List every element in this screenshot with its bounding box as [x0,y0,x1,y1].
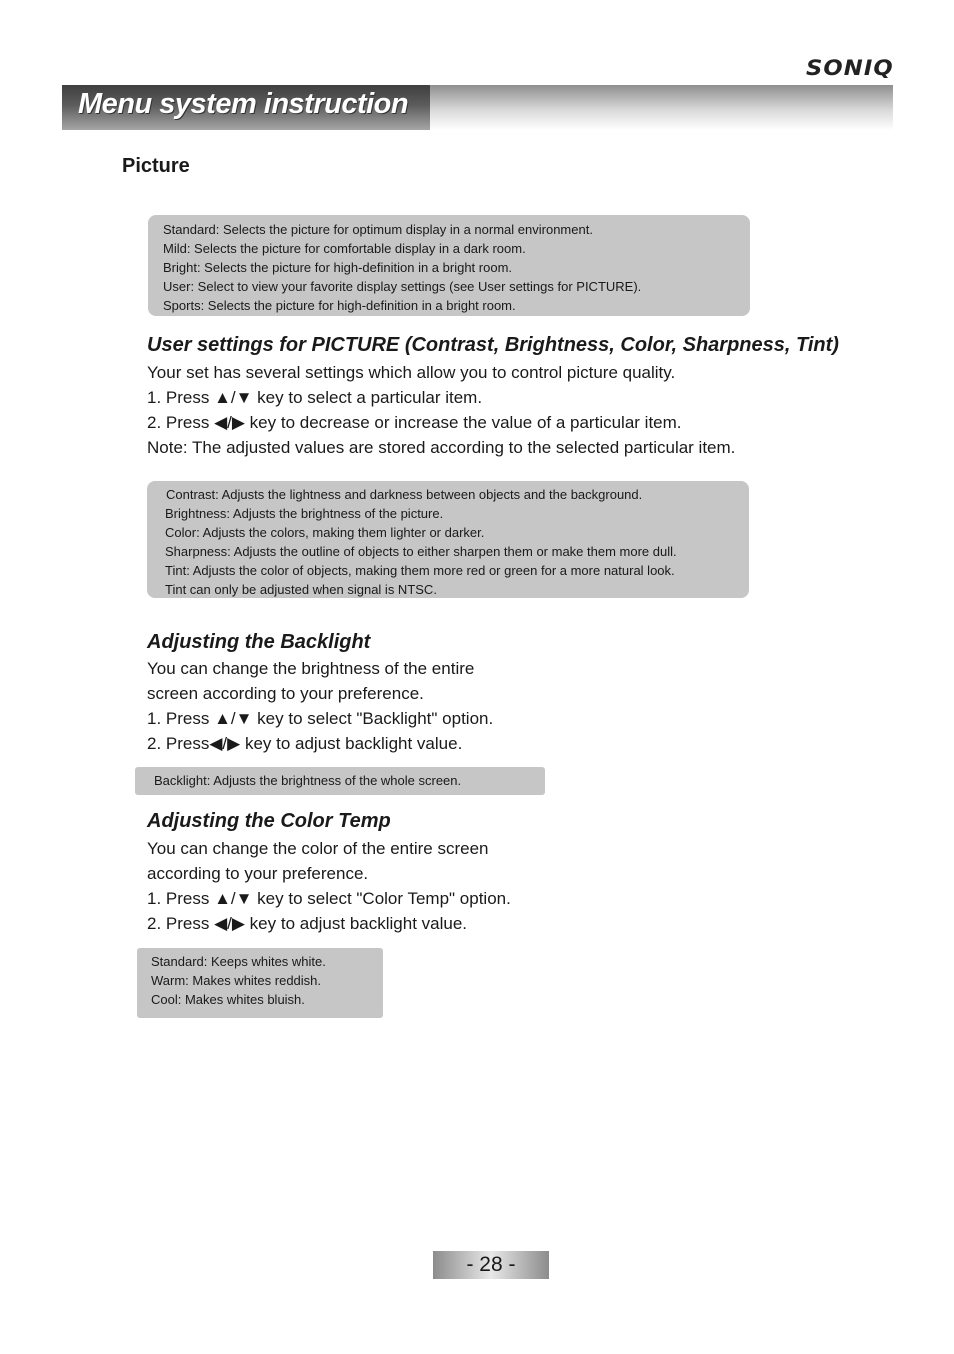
color-temp-option-warm: Warm: Makes whites reddish. [151,973,322,988]
picture-mode-user: User: Select to view your favorite display settings (see User settings for PICTURE). [163,279,642,294]
backlight-intro-1: You can change the brightness of the entire [147,659,475,678]
picture-mode-standard: Standard: Selects the picture for optimum display in a normal environment. [163,222,593,237]
picture-mode-sports: Sports: Selects the picture for high-definition in a bright room. [163,298,516,313]
color-temp-options-box [137,948,383,1018]
user-settings-note: Note: The adjusted values are stored according to the selected particular item. [147,438,736,457]
color-temp-step-1: 1. Press ▲/▼ key to select "Color Temp" option. [147,889,511,908]
color-temp-intro-1: You can change the color of the entire screen [147,839,489,858]
user-settings-heading: User settings for PICTURE (Contrast, Brightness, Color, Sharpness, Tint) [147,334,839,356]
desc-tint-note: Tint can only be adjusted when signal is NTSC. [165,582,437,597]
picture-modes-box [148,215,750,316]
user-settings-step-1: 1. Press ▲/▼ key to select a particular item. [147,388,483,407]
backlight-heading: Adjusting the Backlight [147,631,371,653]
section-heading-picture: Picture [122,155,190,177]
user-settings-step-2: 2. Press ◀/▶ key to decrease or increase the value of a particular item. [147,413,682,432]
picture-mode-bright: Bright: Selects the picture for high-definition in a bright room. [163,260,513,275]
user-settings-descriptions-box [147,481,749,598]
brand-logo: SONIQ [806,56,894,80]
page-title: Menu system instruction [78,88,409,120]
color-temp-heading: Adjusting the Color Temp [147,810,391,832]
user-settings-intro: Your set has several settings which allow you to control picture quality. [147,363,676,382]
picture-mode-mild: Mild: Selects the picture for comfortable display in a dark room. [163,241,526,256]
color-temp-body [147,836,511,936]
page-number: - 28 - [466,1253,516,1276]
backlight-step-2: 2. Press◀/▶ key to adjust backlight value. [147,734,463,753]
backlight-note: Backlight: Adjusts the brightness of the whole screen. [154,773,462,788]
backlight-body [147,656,493,756]
desc-brightness: Brightness: Adjusts the brightness of the picture. [165,506,444,521]
user-settings-body [147,360,735,460]
color-temp-option-cool: Cool: Makes whites bluish. [151,992,305,1007]
color-temp-step-2: 2. Press ◀/▶ key to adjust backlight value. [147,914,468,933]
backlight-note-box [135,767,545,795]
color-temp-intro-2: according to your preference. [147,864,369,883]
desc-tint: Tint: Adjusts the color of objects, making them more red or green for a more natural look. [165,563,675,578]
desc-color: Color: Adjusts the colors, making them lighter or darker. [165,525,485,540]
desc-contrast: Contrast: Adjusts the lightness and darkness between objects and the background. [166,487,643,502]
desc-sharpness: Sharpness: Adjusts the outline of objects to either sharpen them or make them more dull. [165,544,677,559]
color-temp-option-standard: Standard: Keeps whites white. [151,954,326,969]
backlight-step-1: 1. Press ▲/▼ key to select "Backlight" option. [147,709,494,728]
backlight-intro-2: screen according to your preference. [147,684,424,703]
